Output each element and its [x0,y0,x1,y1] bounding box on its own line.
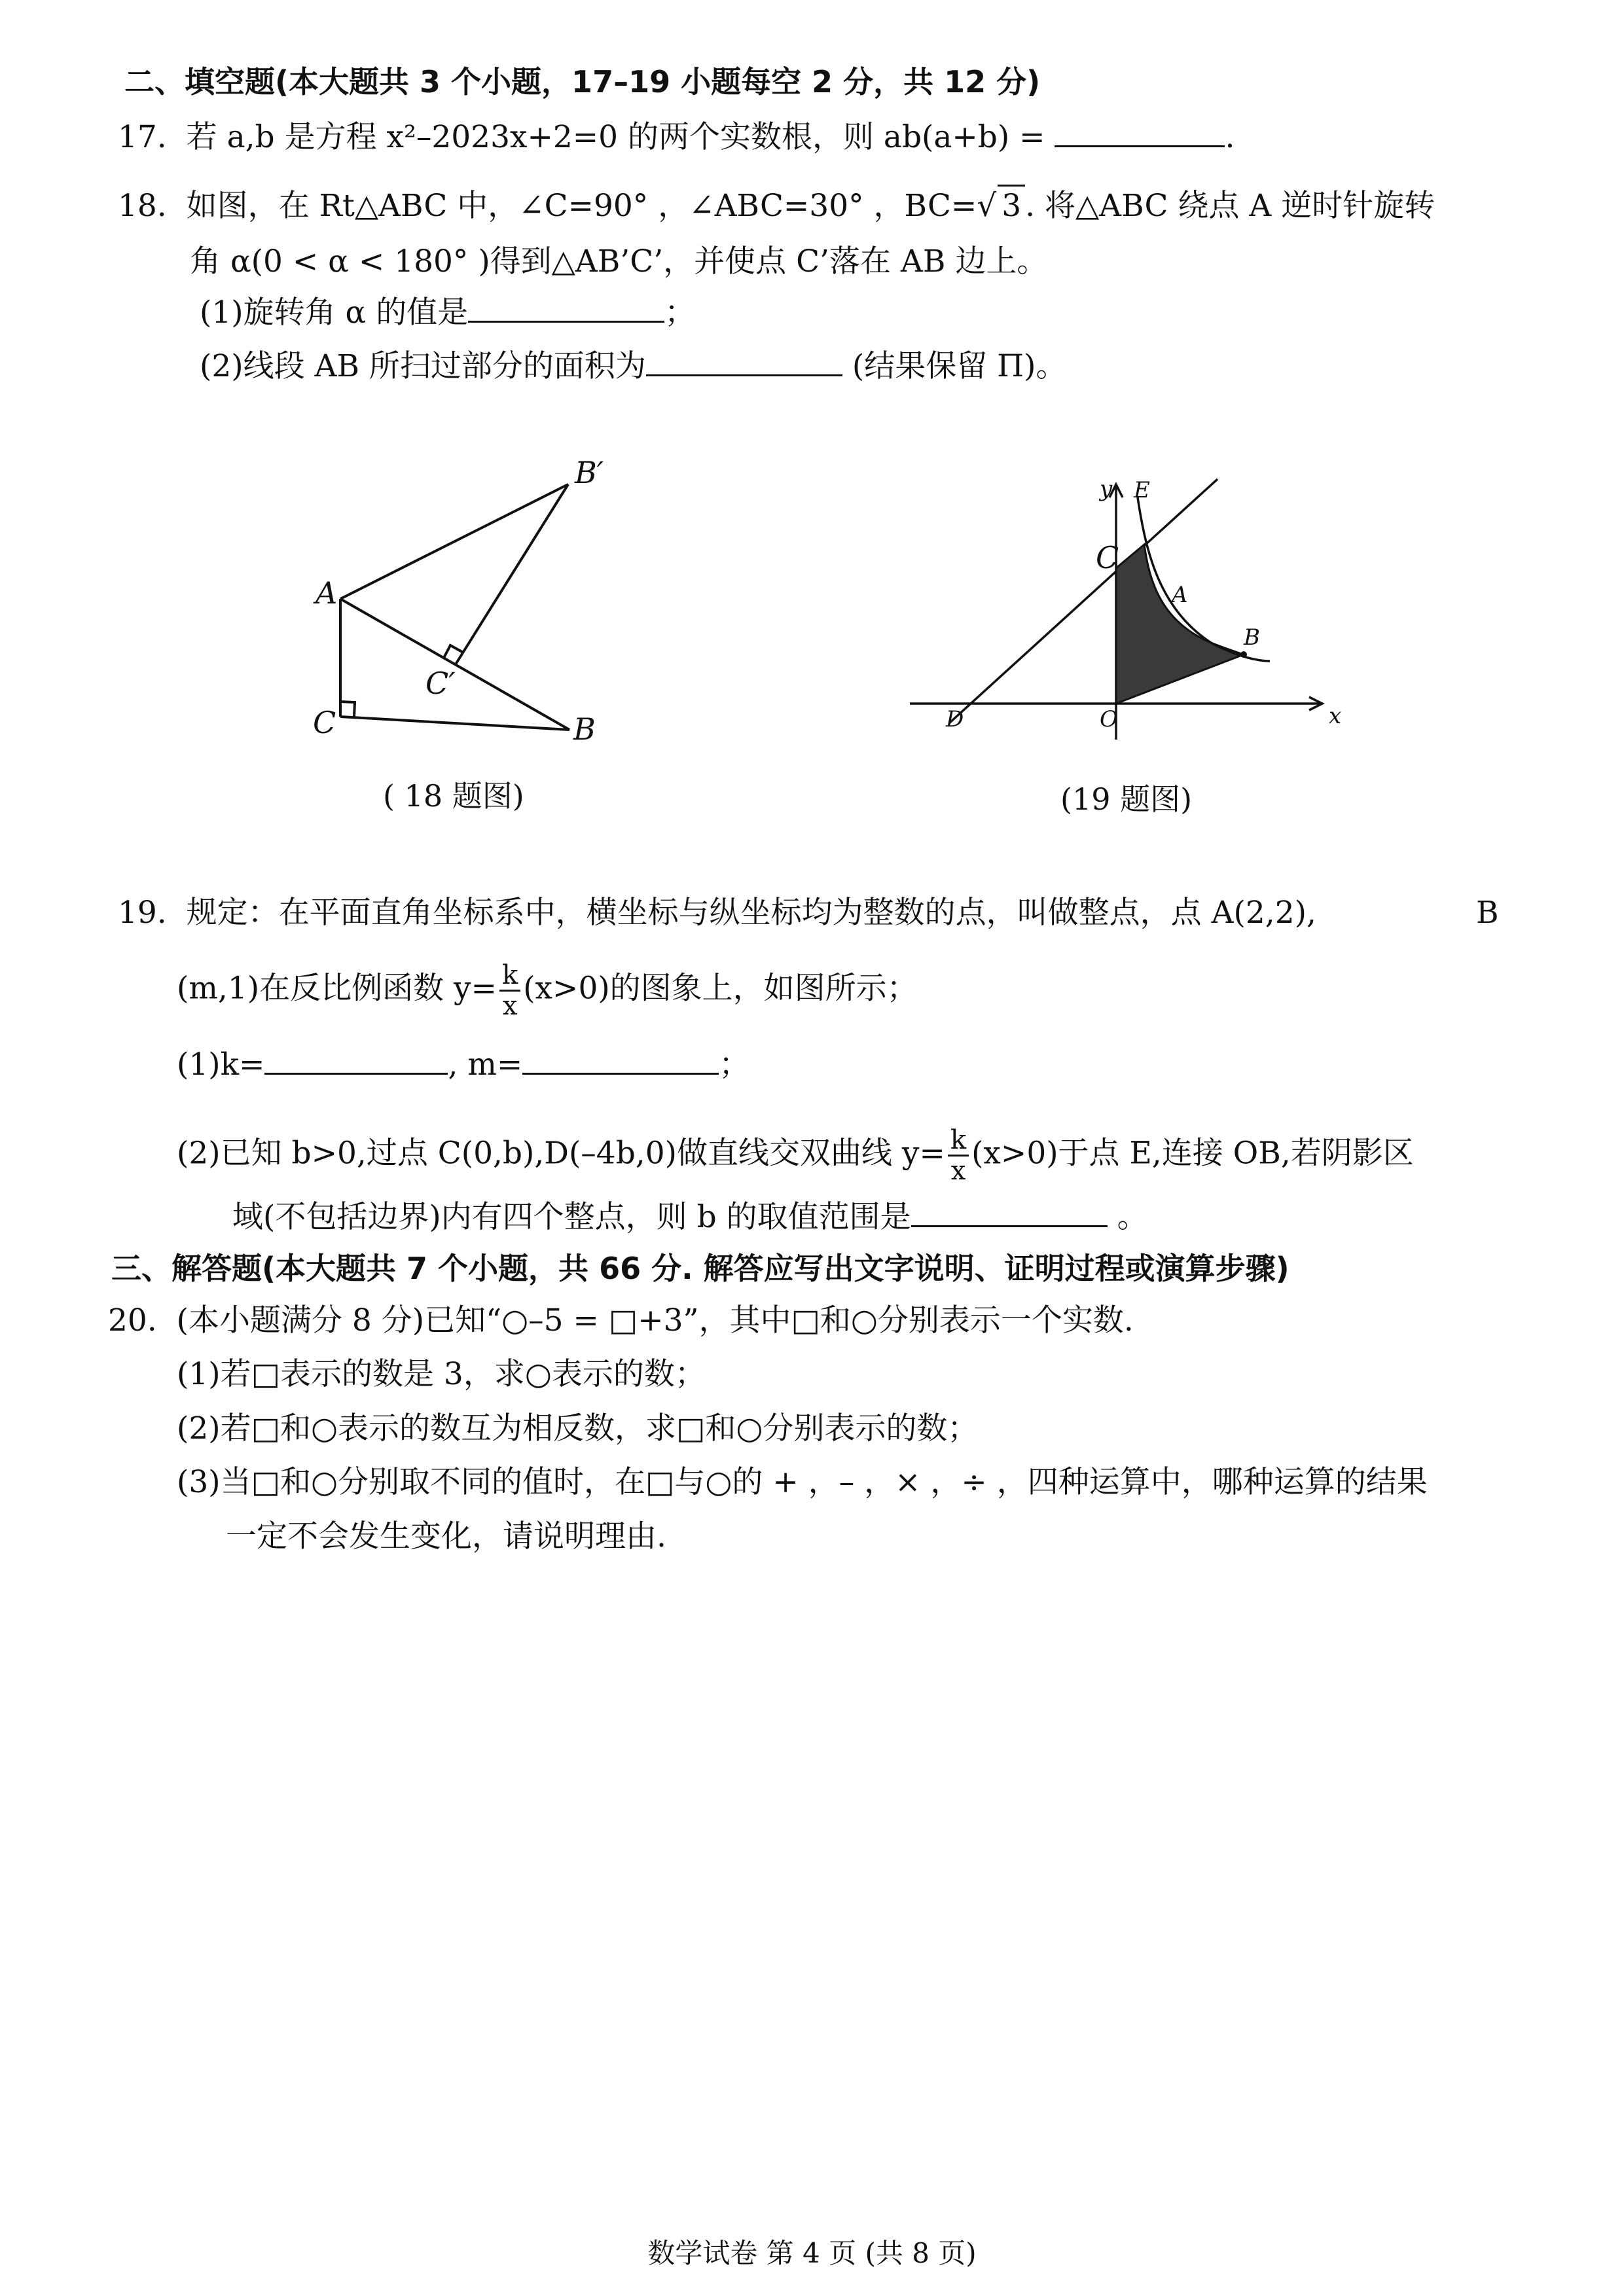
q19-frac-denominator: x [502,991,518,1021]
q18-sub2 [200,347,1067,386]
fig19-point-B [1240,651,1247,658]
q19-sub1 [177,1045,749,1085]
q18-text-a: 如图，在 Rt△ABC 中，∠C=90° ，∠ABC=30° ，BC= [186,188,977,224]
q19-text-1: 规定：在平面直角坐标系中，横坐标与纵坐标均为整数的点，叫做整点，点 A(2,2), [186,895,1316,931]
fig18-label-B: B [573,711,596,747]
q19-k-blank[interactable] [264,1066,448,1075]
fig19-shaded-region [1116,545,1244,704]
q18-sub2-blank[interactable] [646,368,842,376]
fig19-label-C: C [1096,540,1119,575]
fig18-label-C: C [313,705,336,740]
fig19-label-D: D [946,706,964,732]
q20-sub3-continued: 一定不会发生变化，请说明理由. [226,1518,666,1554]
fig18-segment-CB [340,717,569,730]
section3-heading: 三、解答题(本大题共 7 个小题，共 66 分. 解答应写出文字说明、证明过程或演算步骤) [111,1251,1290,1286]
q18-sub2-text: (2)线段 AB 所扫过部分的面积为 [200,348,646,384]
question-17 [118,118,1235,157]
q19-sub2-frac-numerator: k [948,1126,969,1157]
q19-range-blank[interactable] [911,1219,1108,1227]
section2-heading: 二、填空题(本大题共 3 个小题，17–19 小题每空 2 分，共 12 分) [124,64,1041,99]
q19-m-blank[interactable] [522,1066,719,1075]
q19-sub2-frac-denominator: x [950,1156,966,1186]
q19-sub2-line2 [232,1198,1148,1237]
q17-end: . [1225,119,1235,155]
fig18-segment-AB [340,599,569,730]
fig19-label-y: y [1100,476,1113,502]
q18-sub1-end: ； [664,295,696,331]
question-18-line1: 18. 如图，在 Rt△ABC 中，∠C=90° ，∠ABC=30° ，BC=√ 3 . 将△ABC 绕点 A 逆时针旋转 [118,185,1435,226]
q18-sub1-text: (1)旋转角 α 的值是 [200,295,469,331]
q19-fraction [499,961,520,1020]
q20-sub2: (2)若□和○表示的数互为相反数，求□和○分别表示的数； [177,1410,979,1446]
fig18-label-B-prime: B′ [575,455,604,490]
q17-text: 若 a,b 是方程 x²–2023x+2=0 的两个实数根，则 ab(a+b) = [186,119,1045,155]
q18-text-b: . 将△ABC 绕点 A 逆时针旋转 [1025,188,1435,224]
q17-number: 17. [118,119,167,155]
q19-sub2-fraction [948,1126,969,1185]
q20-sub1: (1)若□表示的数是 3，求○表示的数； [177,1356,706,1392]
q19-sub1-end: ； [719,1047,750,1083]
q19-sub2-text-c: 域(不包括边界)内有四个整点，则 b 的取值范围是 [232,1199,911,1235]
fig19-caption: (19 题图) [1060,781,1193,817]
q20-sub3: (3)当□和○分别取不同的值时，在□与○的 + ，– ，× ，÷ ，四种运算中，哪种运算的结果 [177,1464,1428,1500]
q19-sub2-text-a: (2)已知 b>0,过点 C(0,b),D(–4b,0)做直线交双曲线 y= [177,1135,945,1172]
fig18-caption: ( 18 题图) [383,778,524,814]
q19-number: 19. [118,895,167,931]
fig18-segment-AB-prime [340,484,568,599]
q20-intro-text: (本小题满分 8 分)已知“○–5 = □+3”，其中□和○分别表示一个实数. [176,1302,1134,1338]
q19-line2 [177,961,918,1020]
fig18-label-A: A [316,575,338,611]
q19-frac-numerator: k [499,961,520,992]
q19-sub2-text-b: (x>0)于点 E,连接 OB,若阴影区 [971,1135,1414,1172]
figure-19 [903,471,1348,746]
fig19-label-O: O [1100,706,1118,732]
q19-sub2-end: 。 [1117,1199,1148,1235]
question-19-line1 [118,893,1316,933]
fig19-label-B: B [1244,624,1260,651]
fig19-label-x: x [1329,703,1342,729]
fig19-label-A: A [1172,582,1188,608]
q20-number: 20. [108,1302,157,1338]
q18-line2: 角 α(0 < α < 180° )得到△AB’C’，并使点 C’落在 AB 边上。 [190,243,1048,279]
q19-text-2a: (m,1)在反比例函数 y= [177,970,497,1007]
q18-sqrt-value: 3 [998,185,1025,226]
question-20-intro [108,1301,1134,1340]
q18-sub1 [200,293,695,332]
q19-line1-end: B [1476,895,1499,931]
fig19-label-E: E [1134,477,1150,503]
q19-sub1-m: , m= [448,1047,523,1083]
fig18-label-C-prime: C′ [425,666,456,701]
fig18-right-angle-C [340,702,355,717]
q19-sub2-line1 [177,1126,1414,1185]
q18-sub1-blank[interactable] [468,314,664,323]
figure-18 [301,452,668,766]
q19-text-2b: (x>0)的图象上，如图所示； [523,970,918,1007]
q19-sub1-k: (1)k= [177,1047,265,1083]
q18-number: 18. [118,188,167,224]
q17-answer-blank[interactable] [1055,139,1225,147]
page-footer: 数学试卷 第 4 页 (共 8 页) [647,2237,977,2269]
q18-sub2-end: (结果保留 Π)。 [852,348,1067,384]
